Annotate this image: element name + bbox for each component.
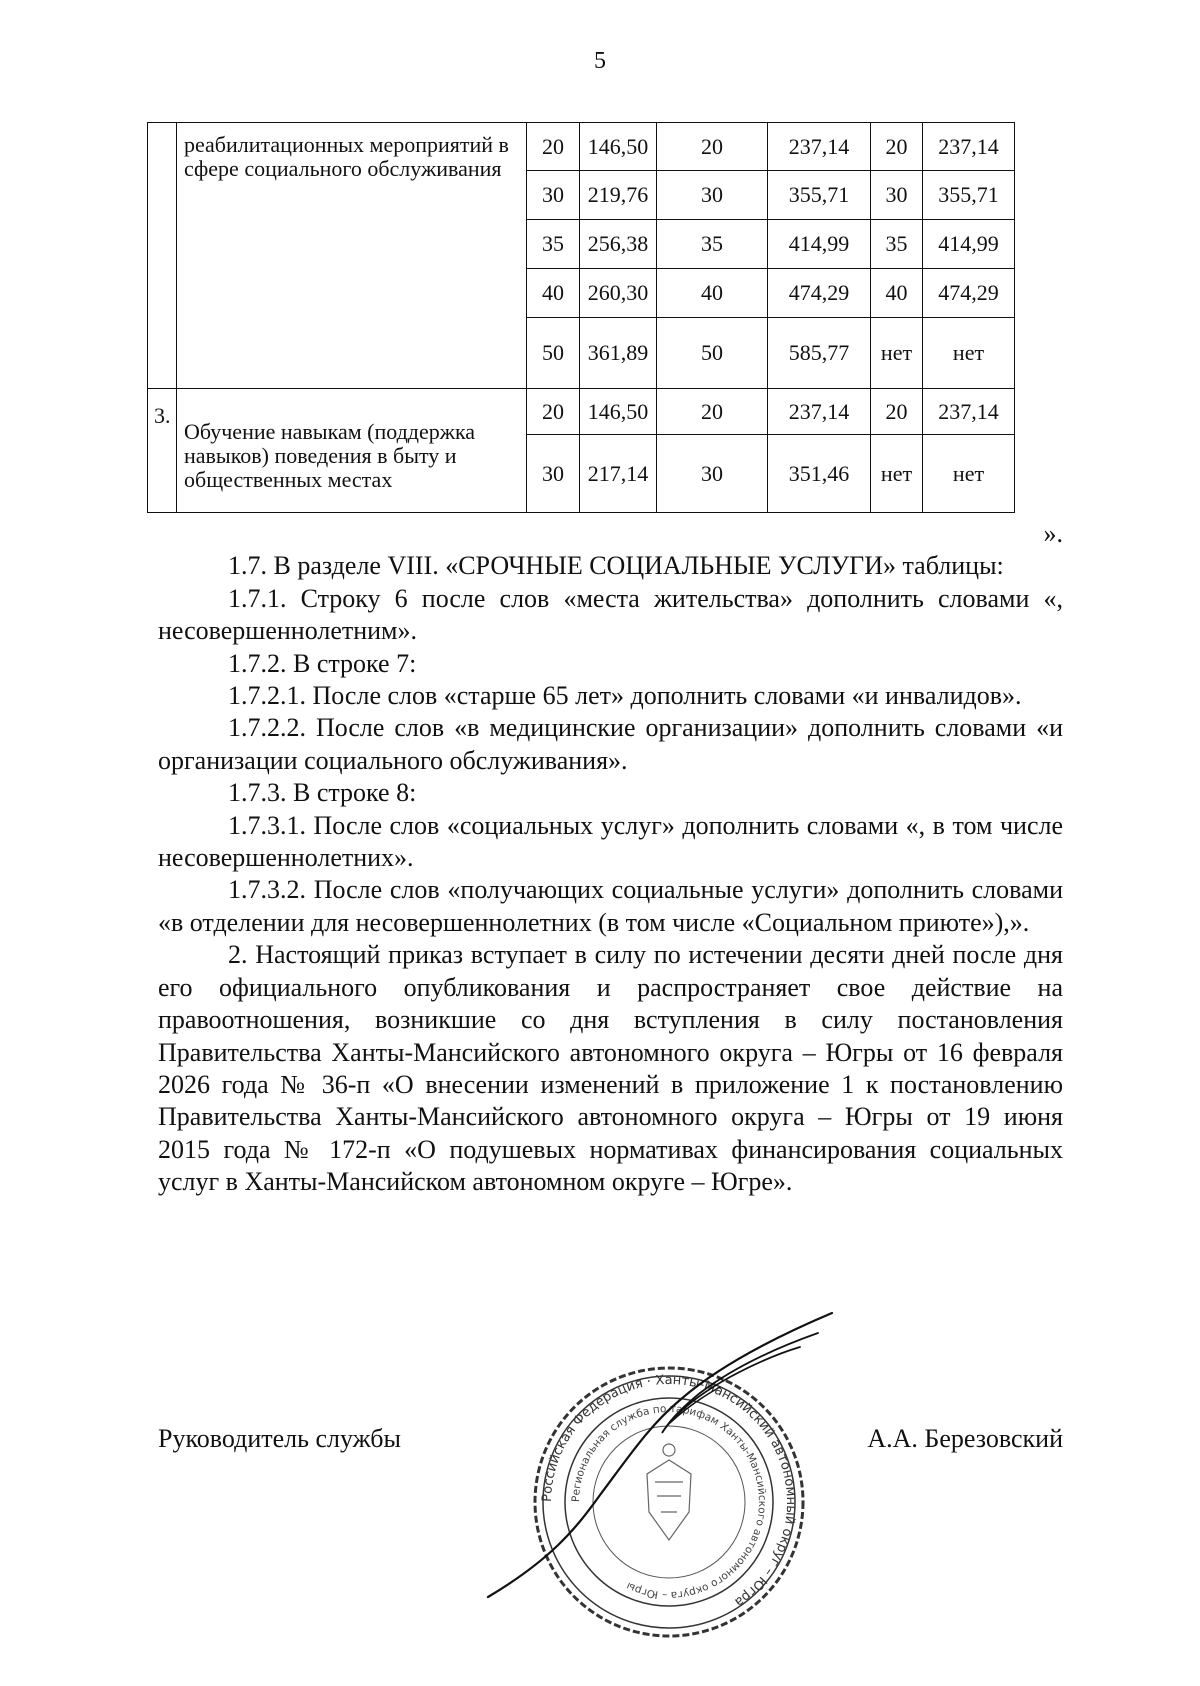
table-cell: 30	[527, 435, 580, 513]
table-cell: 585,77	[768, 318, 871, 389]
service-number-cell: 3.	[148, 389, 177, 513]
table-cell: 351,46	[768, 435, 871, 513]
table-cell: 355,71	[923, 171, 1015, 220]
paragraph: 2. Настоящий приказ вступает в силу по истечении десяти дней после дня его официального опубликования и распространяет свое действие на правоотношения, возникшие со дня вступления в силу постановления Правительства Ханты-Мансийского автономного округа – Югры от 16 февраля 2026 года № 36-п «О внесении изменений в приложение 1 к постановлению Правительства Ханты-Мансийского автономного округа – Югры от 19 июня 2015 года № 172-п «О подушевых нормативах финансирования социальных услуг в Ханты-Мансийском автономном округе – Югре».	[158, 940, 1063, 1197]
table-cell: 20	[527, 123, 580, 171]
table-cell: 35	[527, 220, 580, 269]
closing-quote: ».	[1043, 519, 1063, 548]
table-cell: 237,14	[923, 389, 1015, 435]
table-cell: 237,14	[768, 123, 871, 171]
table-cell: 414,99	[923, 220, 1015, 269]
table-cell: 256,38	[580, 220, 657, 269]
service-number-cell	[148, 123, 177, 389]
table-cell: 40	[871, 269, 923, 318]
paragraph: 1.7. В разделе VIII. «СРОЧНЫЕ СОЦИАЛЬНЫЕ УСЛУГИ» таблицы:	[228, 551, 1004, 581]
paragraph: 1.7.2. В строке 7:	[228, 648, 417, 678]
paragraph: 1.7.2.2. После слов «в медицинские организации» дополнить словами «и организации социального обслуживания».	[158, 713, 1063, 775]
table-cell: 40	[527, 269, 580, 318]
table-cell: 414,99	[768, 220, 871, 269]
table-cell: 146,50	[580, 123, 657, 171]
table-cell: 50	[527, 318, 580, 389]
table-cell: 20	[871, 123, 923, 171]
table-cell: 217,14	[580, 435, 657, 513]
handwritten-signature	[480, 1305, 840, 1605]
table-row	[148, 389, 1015, 435]
table-cell: 30	[527, 171, 580, 220]
table-cell: 361,89	[580, 318, 657, 389]
table-cell: 20	[657, 123, 768, 171]
table-cell: нет	[923, 435, 1015, 513]
seal-outer-text: Российская Федерация · Ханты-Мансийский автономный округ – Югра	[539, 1372, 799, 1610]
table-cell: 50	[657, 318, 768, 389]
document-body	[158, 518, 1063, 1199]
table-cell: 260,30	[580, 269, 657, 318]
table-cell: 30	[871, 171, 923, 220]
table-cell: нет	[871, 435, 923, 513]
table-row	[148, 123, 1015, 171]
seal-inner-text: Региональная служба по тарифам Ханты-Мансийского автономного округа – Югры	[569, 1402, 769, 1602]
table-cell: 35	[871, 220, 923, 269]
service-name-cell: Обучение навыкам (поддержка навыков) поведения в быту и общественных местах	[177, 389, 527, 513]
paragraph: 1.7.3. В строке 8:	[228, 778, 417, 808]
paragraph: 1.7.3.2. После слов «получающих социальные услуги» дополнить словами «в отделении для несовершеннолетних (в том числе «Социальном приюте»),».	[158, 875, 1063, 937]
page-number: 5	[594, 48, 606, 74]
table-cell: 237,14	[923, 123, 1015, 171]
table-cell: 40	[657, 269, 768, 318]
service-name-cell: реабилитационных мероприятий в сфере социального обслуживания	[177, 123, 527, 389]
table-cell: 30	[657, 171, 768, 220]
table-cell: 35	[657, 220, 768, 269]
table-cell: 146,50	[580, 389, 657, 435]
signatory-title: Руководитель службы	[158, 1424, 401, 1453]
table-cell: нет	[923, 318, 1015, 389]
table-cell: 474,29	[768, 269, 871, 318]
paragraph: 1.7.3.1. После слов «социальных услуг» дополнить словами «, в том числе несовершеннолетних».	[158, 810, 1063, 873]
table-cell: 20	[657, 389, 768, 435]
table-cell: 237,14	[768, 389, 871, 435]
paragraph: 1.7.2.1. После слов «старше 65 лет» дополнить словами «и инвалидов».	[228, 681, 1022, 711]
paragraph: 1.7.1. Строку 6 после слов «места жительства» дополнить словами «, несовершеннолетним».	[158, 583, 1063, 646]
table-cell: 219,76	[580, 171, 657, 220]
table-cell: 474,29	[923, 269, 1015, 318]
table-cell: 20	[871, 389, 923, 435]
table-cell: 20	[527, 389, 580, 435]
table-cell: 355,71	[768, 171, 871, 220]
tariff-table	[147, 122, 1015, 513]
signatory-name: А.А. Березовский	[867, 1424, 1063, 1453]
table-cell: нет	[871, 318, 923, 389]
table-cell: 30	[657, 435, 768, 513]
